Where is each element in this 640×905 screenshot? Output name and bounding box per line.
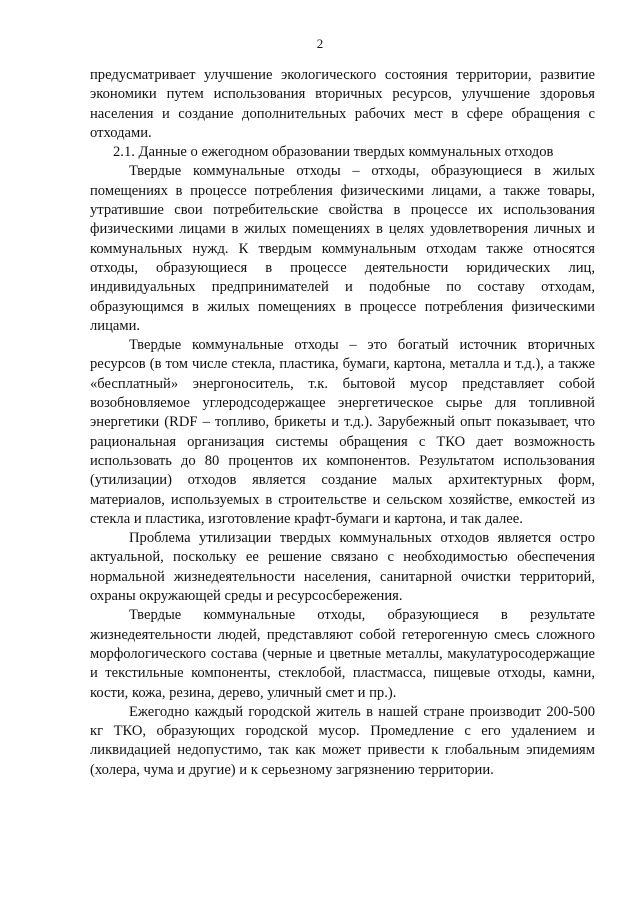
intro-paragraph: предусматривает улучшение экологического состояния территории, развитие экономики путем использования вторичных ресурсов, улучшение здоровья населения и создание дополнительных рабочих мест в сфере обращения с отходами. [90,67,595,141]
paragraph-annual-volume: Ежегодно каждый городской житель в нашей стране производит 200-500 кг ТКО, образующих городской мусор. Промедление с его удалением и ликвидацией недопустимо, так как может привести к глобальным эпидемиям (холера, чума и другие) и к серьезному загрязнению территории. [90,703,595,778]
paragraph-definition: Твердые коммунальные отходы – отходы, образующиеся в жилых помещениях в процессе потребления физическими лицами, а также товары, утратившие свои потребительские свойства в процессе их использования физическими лицами в жилых помещениях в целях удовлетворения личных и коммунальных нужд. К твердым коммунальным отходам также относятся отходы, образующиеся в процессе деятельности юридических лиц, индивидуальных предпринимателей и подобные по составу отходам, образующимся в жилых помещениях в процессе потребления физическими лицами. [90,163,595,334]
paragraph-problem: Проблема утилизации твердых коммунальных отходов является остро актуальной, поскольку ее решение связано с необходимостью обеспечения нормальной жизнедеятельности населения, санитарной очистки территорий, охраны окружающей среды и ресурсосбережения. [90,530,595,605]
page-number: 2 [316,36,324,51]
document-body [90,66,595,780]
paragraph-composition: Твердые коммунальные отходы, образующиеся в результате жизнедеятельности людей, представляют собой гетерогенную смесь сложного морфологического состава (черные и цветные металлы, макулатуросодержащие и текстильные компоненты, стеклобой, пластмасса, пищевые отходы, камни, кости, кожа, резина, дерево, уличный смет и пр.). [90,607,595,701]
section-heading: 2.1. Данные о ежегодном образовании твердых коммунальных отходов [113,144,554,161]
paragraph-resources: Твердые коммунальные отходы – это богатый источник вторичных ресурсов (в том числе стекла, пластика, бумаги, картона, металла и т.д.), а также «бесплатный» энергоноситель, т.к. бытовой мусор представляет собой возобновляемое углеродсодержащее энергетическое сырье для топливной энергетики (RDF – топливо, брикеты и т.д.). Зарубежный опыт показывает, что рациональная организация системы обращения с ТКО дает возможность использовать до 80 процентов их компонентов. Результатом использования (утилизации) отходов является создание малых архитектурных форм, материалов, используемых в строительстве и сельском хозяйстве, емкостей из стекла и пластика, изготовление крафт-бумаги и картона, и так далее. [90,337,595,527]
